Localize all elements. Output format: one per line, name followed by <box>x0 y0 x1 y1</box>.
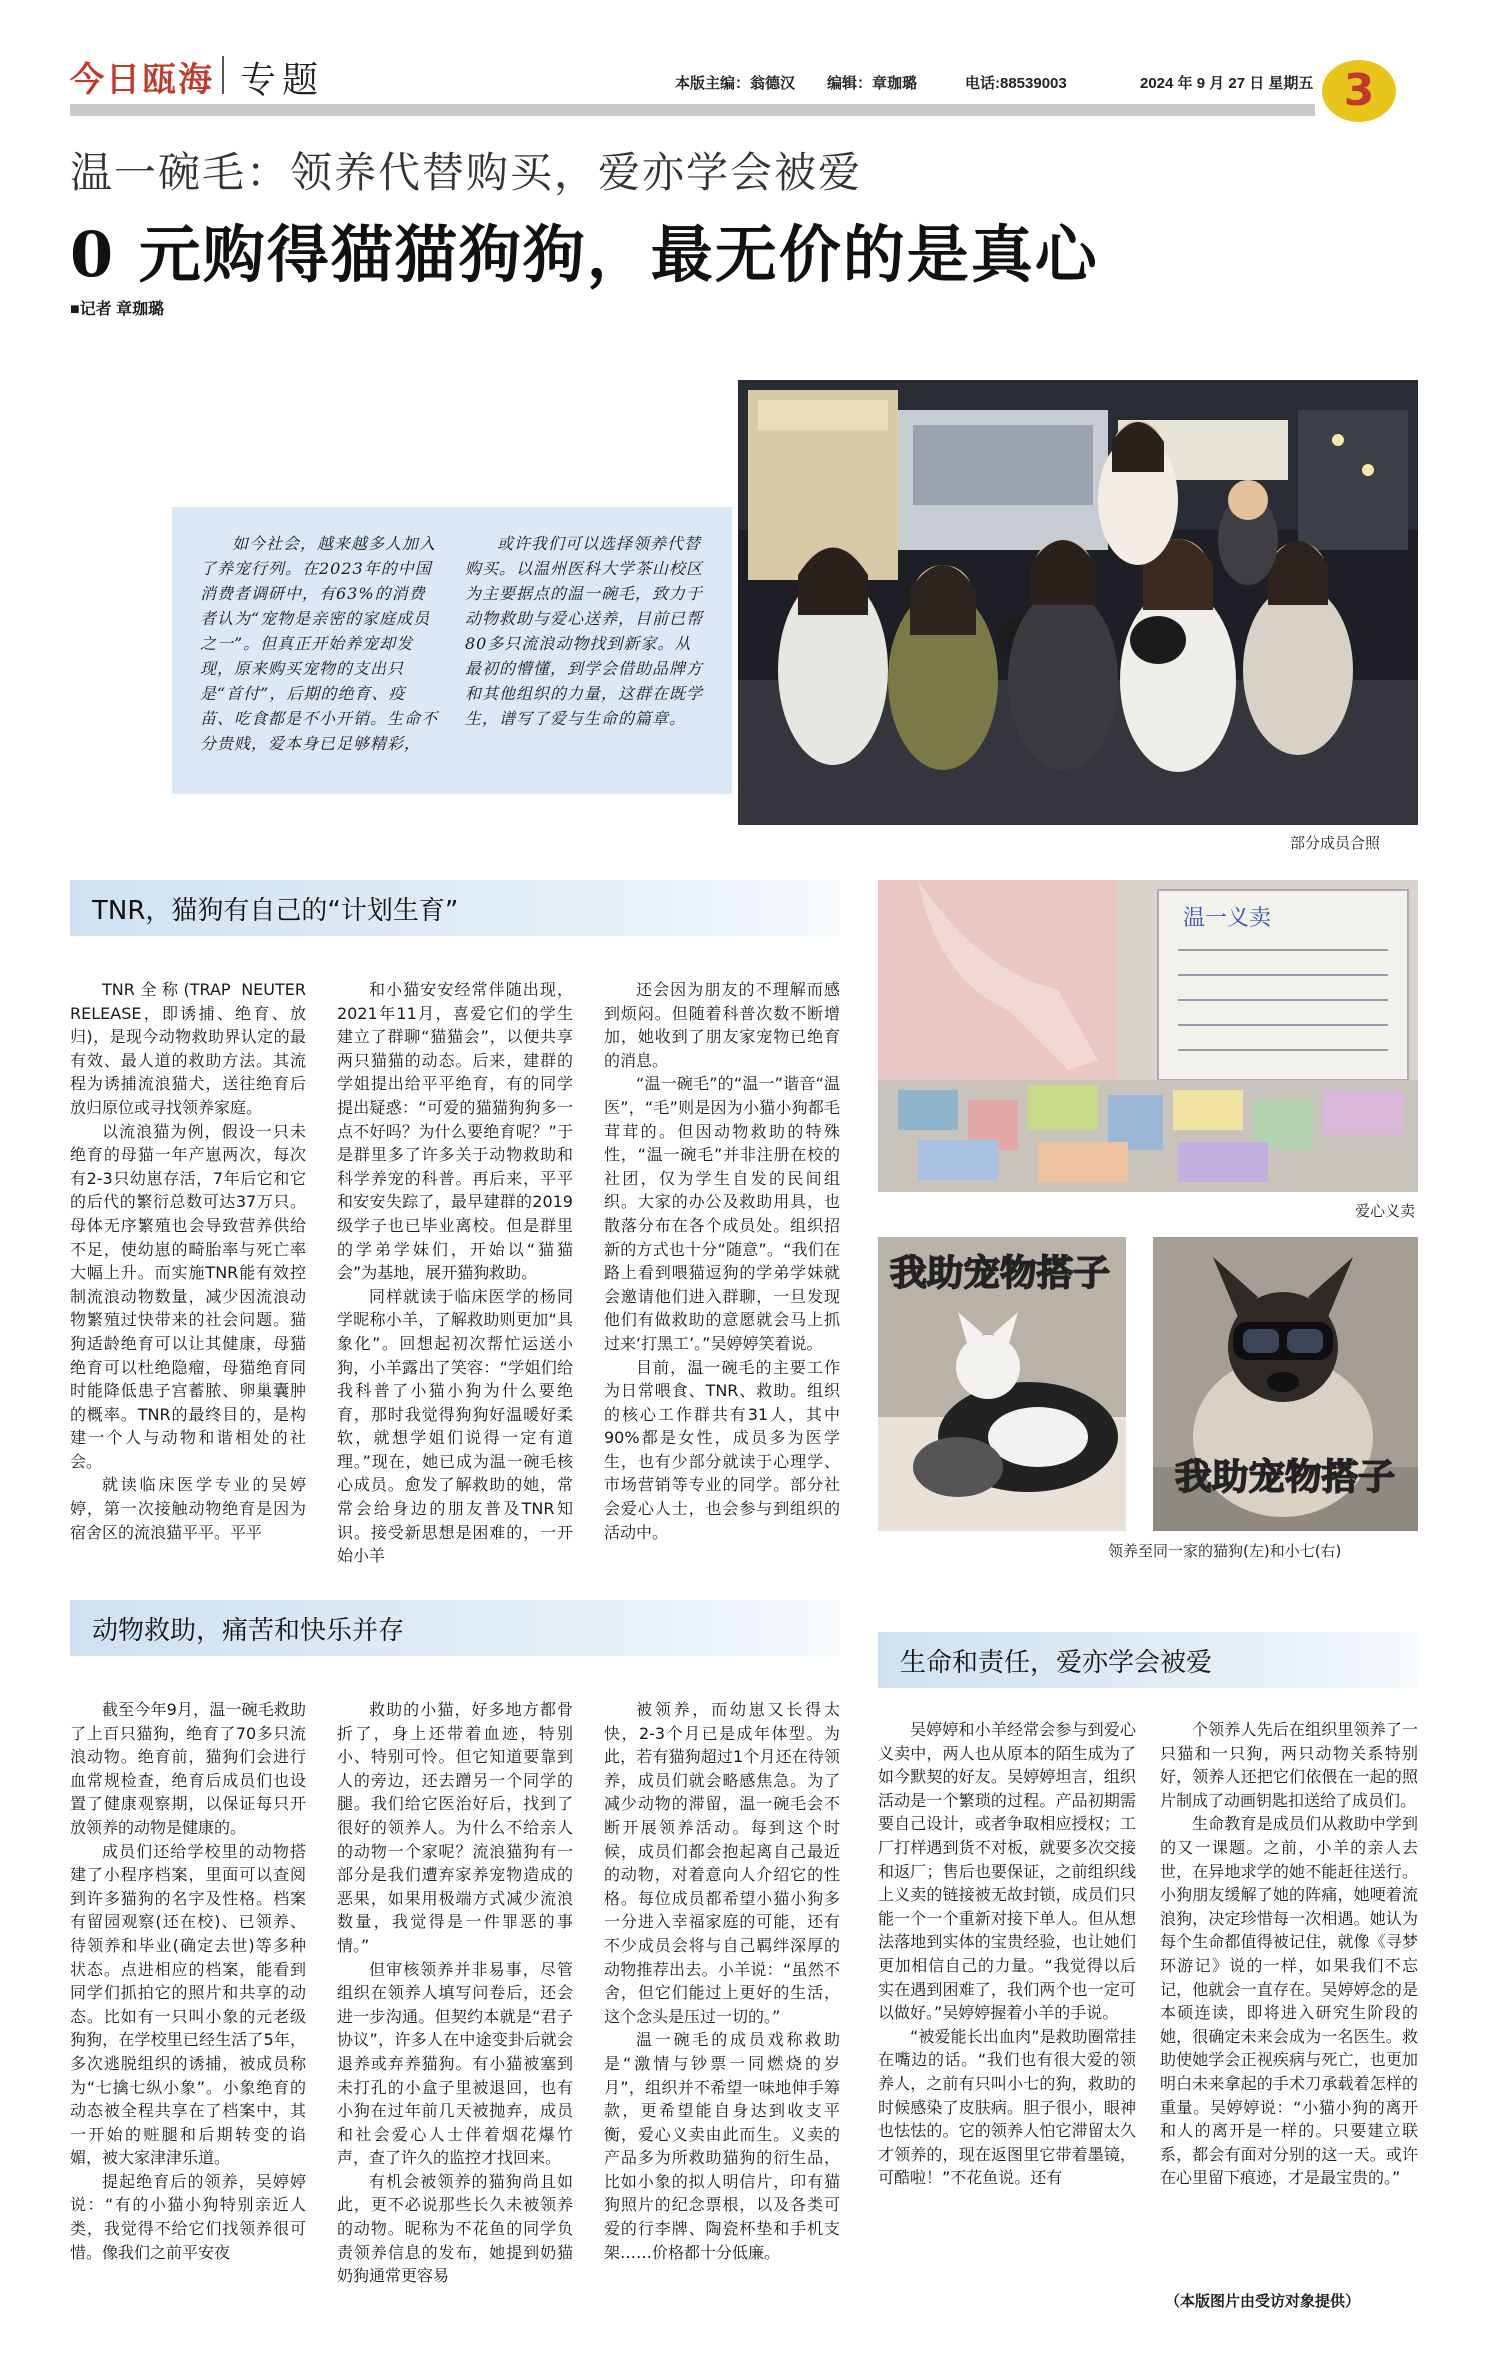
page-number: 3 <box>1322 60 1396 122</box>
header-rule <box>70 104 1315 116</box>
tnr-column-1 <box>70 978 306 1578</box>
article-paragraph: “被爱能长出血肉”是救助圈常挂在嘴边的话。“我们也有很大爱的领养人，之前有只叫小七的狗，救助的时候感染了皮肤病。胆子很小，眼神也怯怯的。它的领养人怕它滞留太久才领养的，现在返图里它带着墨镜，可酷啦！”不花鱼说。还有 <box>878 2026 1136 2188</box>
article-paragraph: 截至今年9月，温一碗毛救助了上百只猫狗，绝育了70多只流浪动物。绝育前，猫狗们会进行血常规检查，绝育后成员们也设置了健康观察期，以保证每只开放领养的动物是健康的。 <box>70 1700 306 1837</box>
article-paragraph: 同样就读于临床医学的杨同学昵称小羊，了解救助则更加“具象化”。回想起初次帮忙运送小狗，小羊露出了笑容：“学姐们给我科普了小猫小狗为什么要绝育，那时我觉得狗狗好温暖好柔软，就想学姐们说得一定有道理。”现在，她已成为温一碗毛核心成员。愈发了解救助的她，常常会给身边的朋友普及TNR知识。接受新思想是困难的，一开始小羊 <box>337 1286 573 1566</box>
article-paragraph: 温一碗毛的成员戏称救助是“激情与钞票一同燃烧的岁月”，组织并不希望一味地伸手筹款，更希望能自身达到收支平衡，爱心义卖由此而生。义卖的产品多为所救助猫狗的衍生品，比如小象的拟人明信片，印有猫狗照片的纪念票根，以及各类可爱的行李牌、陶瓷杯垫和手机支架……价格都十分低廉。 <box>604 2030 840 2262</box>
section-name: 专题 <box>240 60 325 101</box>
article-paragraph: 但审核领养并非易事，尽管组织在领养人填写问卷后，还会进一步沟通。但契约本就是“君子协议”，许多人在中途变卦后就会退养或弃养猫狗。有小猫被塞到未打孔的小盒子里被退回，也有小狗在过年前几天被抛弃，成员和社会爱心人士伴着烟花爆竹声，查了许久的监控才找回来。 <box>337 1959 573 2168</box>
cat-dog-photo <box>878 1237 1126 1531</box>
section-banner-life <box>878 1632 1418 1688</box>
article-paragraph: TNR全称(TRAP NEUTER RELEASE，即诱捕、绝育、放归)，是现今动物救助界认定的最有效、最人道的救助方法。其流程为诱捕流浪猫犬，送往绝育后放归原位或寻找领养家庭。 <box>70 980 306 1117</box>
lead-paragraph: 或许我们可以选择领养代替购买。以温州医科大学茶山校区为主要据点的温一碗毛，致力于动物救助与爱心送养，目前已帮80多只流浪动物找到新家。从最初的懵懂，到学会借助品牌方和其他组织的力量，这群在既学生，谱写了爱与生命的篇章。 <box>465 534 704 728</box>
rescue-column-1 <box>70 1698 306 2318</box>
chief-editor: 本版主编：翁德汉 <box>675 75 796 92</box>
header-divider <box>222 56 224 94</box>
newspaper-brand: 今日瓯海 <box>70 60 214 100</box>
life-column-1 <box>878 1718 1136 2318</box>
pets-caption: 领养至同一家的猫狗(左)和小七(右) <box>1108 1542 1342 1560</box>
article-paragraph: 提起绝育后的领养，吴婷婷说：“有的小猫小狗特别亲近人类，我觉得不给它们找领养很可惜。像我们之前平安夜 <box>70 2171 306 2262</box>
copy-editor: 编辑：章珈璐 <box>827 75 918 92</box>
article-paragraph: 有机会被领养的猫狗尚且如此，更不必说那些长久未被领养的动物。昵称为不花鱼的同学负责领养信息的发布，她提到奶猫奶狗通常更容易 <box>337 2171 573 2286</box>
charity-sale-photo <box>878 880 1418 1192</box>
article-paragraph: 成员们还给学校里的动物搭建了小程序档案，里面可以查阅到许多猫狗的名字及性格。档案有留园观察(还在校)、已领养、待领养和毕业(确定去世)等多种状态。点进相应的档案，能看到同学们抓拍它的照片和共享的动态。比如有一只叫小象的元老级狗狗，在学校里已经生活了5年，多次逃脱组织的诱捕，被成员称为“七擒七纵小象”。小象绝育的动态被全程共享在了档案中，其一开始的赃腿和后期转变的谄媚，被大家津津乐道。 <box>70 1841 306 2168</box>
life-column-2 <box>1160 1718 1418 2278</box>
dog-xiaoqi-photo <box>1153 1237 1418 1531</box>
sale-sign-text: 温一义卖 <box>1183 906 1272 931</box>
article-subhead: 温一碗毛：领养代替购买，爱亦学会被爱 <box>70 148 863 197</box>
article-paragraph: 生命教育是成员们从救助中学到的又一课题。之前，小羊的亲人去世，在异地求学的她不能赶往送行。小狗朋友缓解了她的阵痛，她哽着流浪狗，决定珍惜每一次相遇。她认为每个生命都值得被记住，就像《寻梦环游记》说的一样，如果我们不忘记，他就会一直存在。吴婷婷念的是本硕连读，即将进入研究生阶段的她，很确定未来会成为一名医生。救助使她学会正视疾病与死亡，也更加明白未来拿起的手术刀承载着怎样的重量。吴婷婷说：“小猫小狗的离开和人的离开是一样的。只要建立联系，都会有面对分别的这一天。或许在心里留下痕迹，才是最宝贵的。” <box>1160 1814 1418 2188</box>
group-photo-caption: 部分成员合照 <box>1290 834 1381 852</box>
byline: ■记者 章珈璐 <box>70 301 165 318</box>
issue-date: 2024 年 9 月 27 日 星期五 <box>1140 75 1314 92</box>
lead-box <box>172 507 732 794</box>
section-title: TNR，猫狗有自己的“计划生育” <box>92 895 459 926</box>
sticker-text: 我助宠物搭子 <box>1175 1457 1395 1498</box>
article-paragraph: 以流浪猫为例，假设一只未绝育的母猫一年产崽两次，每次有2-3只幼崽存活，7年后它和它的后代的繁衍总数可达37万只。母体无序繁殖也会导致营养供给不足，使幼崽的畸胎率与死亡率大幅上升。而实施TNR能有效控制流浪动物数量，减少因流浪动物繁殖过快带来的社会问题。猫狗适龄绝育可以让其健康，母猫绝育可以杜绝隐瘤，母猫绝育同时能降低患子宫蓄脓、卵巢囊肿的概率。TNR的最终目的，是构建一个人与动物和谐相处的社会。 <box>70 1121 306 1471</box>
article-paragraph: 就读临床医学专业的吴婷婷，第一次接触动物绝育是因为宿舍区的流浪猫平平。平平 <box>70 1475 306 1542</box>
article-paragraph: 被领养，而幼崽又长得太快，2-3个月已是成年体型。为此，若有猫狗超过1个月还在待领养，成员们就会略感焦急。为了减少动物的滞留，温一碗毛会不断开展领养活动。每到这个时候，成员们都会抱起离自己最近的动物，对着意向人介绍它的性格。每位成员都希望小猫小狗多一分进入幸福家庭的可能，还有不少成员会将与自己羁绊深厚的动物推荐出去。小羊说：“虽然不舍，但它们能过上更好的生活，这个念头是压过一切的。” <box>604 1700 840 2026</box>
rescue-column-3 <box>604 1698 840 2318</box>
section-banner-tnr <box>70 880 840 936</box>
article-paragraph: “温一碗毛”的“温一”谐音“温医”，“毛”则是因为小猫小狗都毛茸茸的。但因动物救助的特殊性，“温一碗毛”并非注册在校的社团，仅为学生自发的民间组织。大家的办公及救助用具，也散落分布在各个成员处。组织招新的方式也十分“随意”。“我们在路上看到喂猫逗狗的学弟学妹就会邀请他们进入群聊，一旦发现他们有做救助的意愿就会马上抓过来‘打黑工’。”吴婷婷笑着说。 <box>604 1074 840 1353</box>
article-paragraph: 和小猫安安经常伴随出现，2021年11月，喜爱它们的学生建立了群聊“猫猫会”，以便共享两只猫猫的动态。后来，建群的学姐提出给平平绝育，有的同学提出疑惑：“可爱的猫猫狗狗多一点不好吗？为什么要绝育呢？”于是群里多了许多关于动物救助和科学养宠的科普。再后来，平平和安安失踪了，最早建群的2019级学子也已毕业离校。但是群里的学弟学妹们，开始以“猫猫会”为基地，展开猫狗救助。 <box>337 980 573 1283</box>
section-banner-rescue <box>70 1600 840 1656</box>
article-paragraph: 救助的小猫，好多地方都骨折了，身上还带着血迹，特别小、特别可怜。但它知道要靠到人的旁边，还去蹭另一个同学的腿。我们给它医治好后，找到了很好的领养人。为什么不给亲人的动物一个家呢？流浪猫狗有一部分是我们遭弃家养宠物造成的恶果，如果用极端方式减少流浪数量，我觉得是一件罪恶的事情。” <box>337 1700 573 1955</box>
lead-paragraph: 如今社会，越来越多人加入了养宠行列。在2023年的中国消费者调研中，有63%的消费者认为“宠物是亲密的家庭成员之一”。但真正开始养宠却发现，原来购买宠物的支出只是“首付”，后期的绝育、疫苗、吃食都是不小开销。生命不分贵贱，爱本身已足够精彩， <box>200 534 439 753</box>
article-paragraph: 目前，温一碗毛的主要工作为日常喂食、TNR、救助。组织的核心工作群共有31人，其中90%都是女性，成员多为医学生，也有少部分就读于心理学、市场营销等专业的同学。部分社会爱心人士，也会参与到组织的活动中。 <box>604 1357 840 1542</box>
sticker-text: 我助宠物搭子 <box>890 1253 1110 1294</box>
section-title: 动物救助，痛苦和快乐并存 <box>92 1615 405 1646</box>
tnr-column-2 <box>337 978 573 1578</box>
article-paragraph: 个领养人先后在组织里领养了一只猫和一只狗，两只动物关系特别好，领养人还把它们依偎在一起的照片制成了动画钥匙扣送给了成员们。 <box>1160 1720 1418 1810</box>
rescue-column-2 <box>337 1698 573 2318</box>
section-title: 生命和责任，爱亦学会被爱 <box>900 1647 1213 1678</box>
article-paragraph: 还会因为朋友的不理解而感到烦闷。但随着科普次数不断增加，她收到了朋友家宠物已绝育的消息。 <box>604 980 840 1070</box>
charity-sale-caption: 爱心义卖 <box>1355 1202 1416 1220</box>
article-headline: 0 元购得猫猫狗狗，最无价的是真心 <box>70 218 1099 291</box>
group-photo <box>738 380 1418 825</box>
phone-number: 电话:88539003 <box>965 75 1067 92</box>
photo-credit: （本版图片由受访对象提供） <box>1165 2292 1361 2310</box>
article-paragraph: 吴婷婷和小羊经常会参与到爱心义卖中，两人也从原本的陌生成为了如今默契的好友。吴婷婷坦言，组织活动是一个繁琐的过程。产品初期需要自己设计，或者争取相应授权；工厂打样遇到货不对板，就要多次交接和返厂；售后也要保证，之前组织线上义卖的链接被无故封锁，成员们只能一个一个重新对接下单人。但从想法落地到实体的宝贵经验，也让她们更加相信自己的力量。“我觉得以后实在遇到困难了，我们两个也一定可以做好。”吴婷婷握着小羊的手说。 <box>878 1720 1136 2023</box>
tnr-column-3 <box>604 978 840 1578</box>
